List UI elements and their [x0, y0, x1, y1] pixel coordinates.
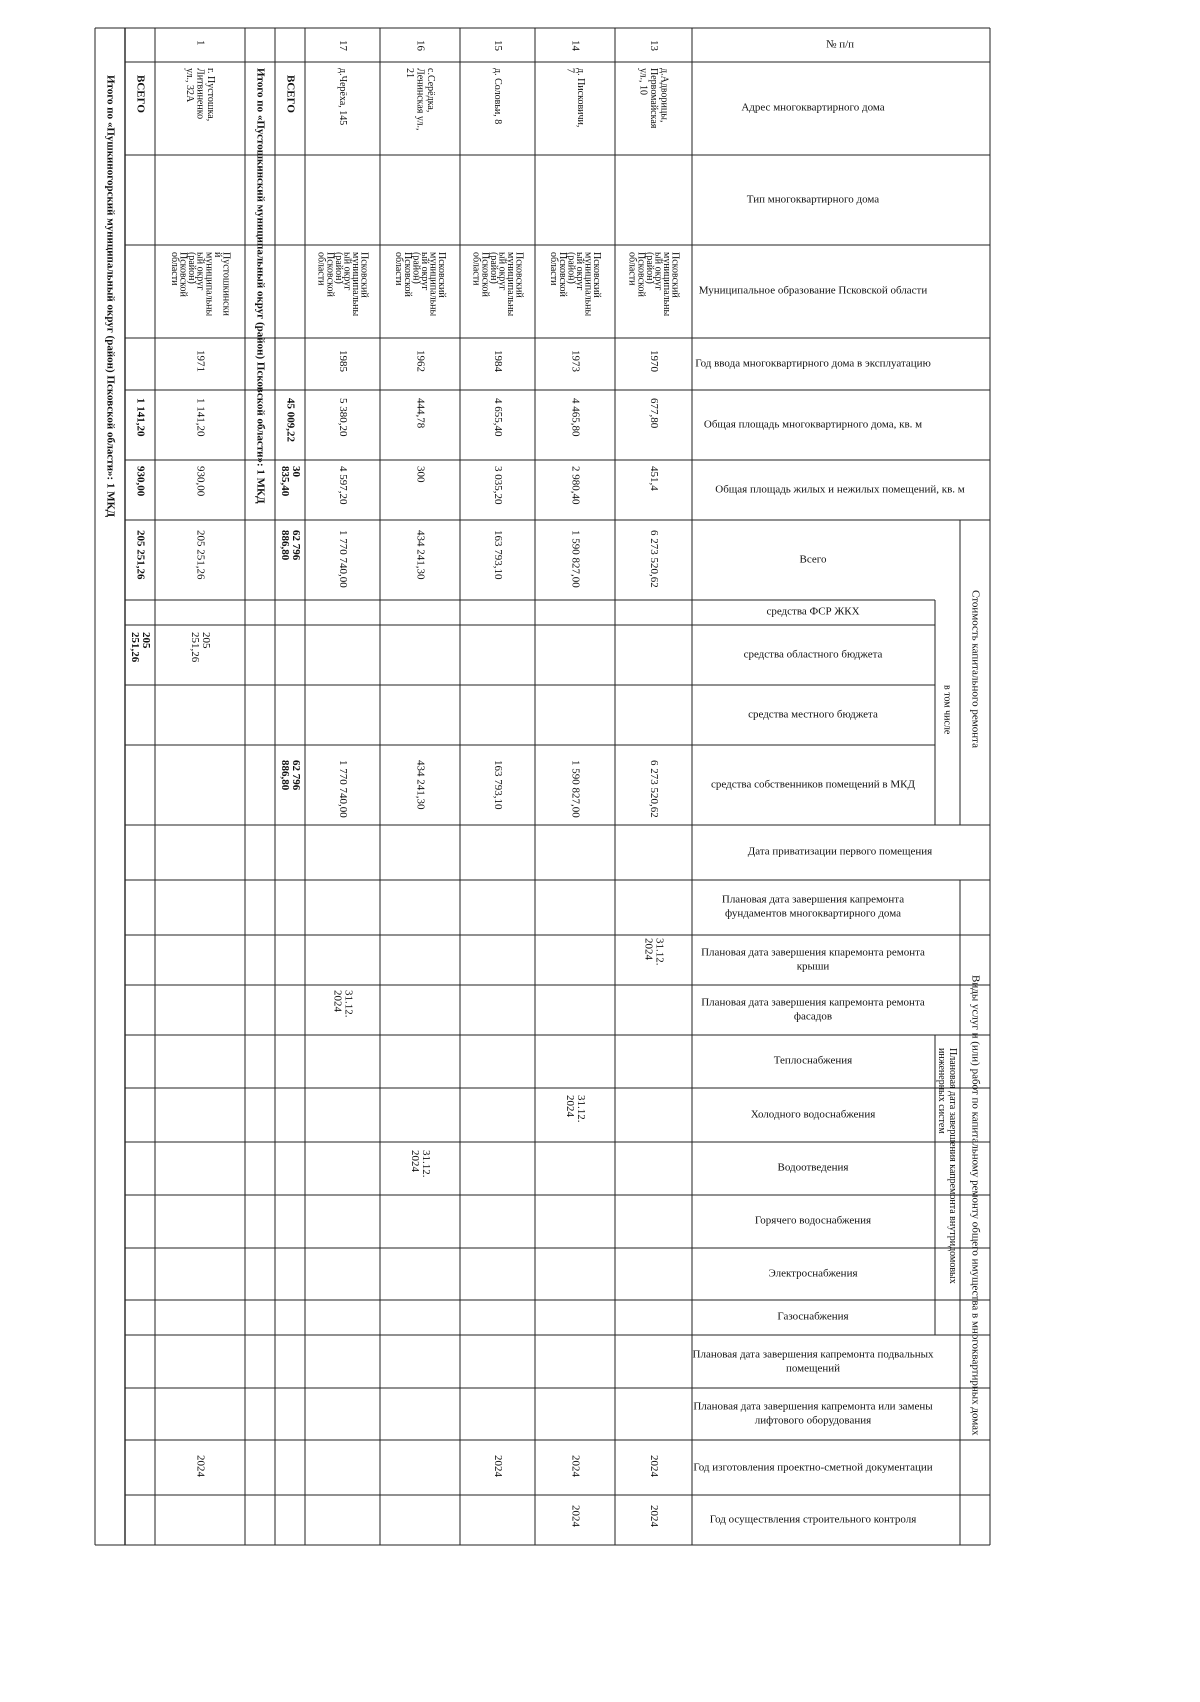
total_a-label: ВСЕГО: [284, 75, 297, 113]
r14-year: 1973: [569, 350, 582, 372]
r13-address: Первомайская: [648, 68, 660, 129]
r15-municipality: Псковский: [513, 252, 525, 298]
r13-municipality: (район): [643, 252, 655, 284]
header-foundation: Плановая дата завершения капремонта: [721, 893, 905, 906]
r14-municipality: ый округ: [574, 252, 586, 291]
r14-design: 2024: [569, 1455, 582, 1477]
r1-municipality: Пустошкински: [220, 252, 232, 316]
header-fund-local: средства местного бюджета: [748, 708, 878, 721]
total_b-area_total: 1 141,20: [134, 398, 147, 437]
r14-municipality: Псковский: [591, 252, 603, 298]
r1-num: 1: [194, 40, 207, 46]
header-cost-group: Стоимость капитального ремонта: [969, 590, 982, 748]
total-title-pustoshka: Итого по «Пустошкинский муниципальный округ (район) Псковской области»: 1 МКД: [254, 68, 267, 504]
r17-year: 1985: [336, 350, 349, 372]
r17-facade: 2024: [331, 990, 344, 1012]
r1-address: ул., 32А: [184, 68, 196, 103]
r14-num: 14: [569, 40, 582, 51]
header-municipality: Муниципальное образование Псковской области: [698, 284, 928, 297]
r1-municipality: Псковской: [177, 252, 189, 297]
r16-municipality: области: [393, 252, 405, 286]
r16-cost_total: 434 241,30: [414, 530, 427, 580]
total_b-label: ВСЕГО: [134, 75, 147, 113]
r14-municipality: Псковской: [556, 252, 568, 297]
r17-fund_owners: 1 770 740,00: [336, 760, 349, 818]
r13-area_total: 677,80: [647, 398, 660, 429]
r13-address: д.Адворицы,: [658, 68, 670, 123]
r16-municipality: Псковский: [436, 252, 448, 298]
r14-address: д. Писковичи,: [574, 68, 586, 128]
total_b-fund_region: 205: [139, 632, 152, 649]
header-roof: крыши: [796, 960, 830, 973]
header-fund-region: средства областного бюджета: [743, 648, 883, 661]
total_a-fund_owners: 62 796: [289, 760, 302, 791]
r17-area_total: 5 380,20: [336, 398, 349, 437]
header-basement: помещений: [785, 1362, 841, 1375]
total_a-cost_total: 886,80: [278, 530, 291, 561]
r17-address: д.Черёха, 145: [337, 68, 349, 126]
r16-num: 16: [414, 40, 427, 51]
r15-area_living: 3 035,20: [491, 466, 504, 505]
r17-municipality: (район): [332, 252, 344, 284]
r13-cost_total: 6 273 520,62: [647, 530, 660, 588]
r1-municipality: ый округ: [194, 252, 206, 291]
header-privatization: Дата приватизации первого помещения: [747, 845, 933, 858]
r15-cost_total: 163 793,10: [491, 530, 504, 580]
total_a-area_total: 45 009,22: [284, 398, 297, 442]
r13-municipality: Псковский: [669, 252, 681, 298]
header-num: № п/п: [825, 38, 855, 51]
header-facade: фасадов: [793, 1010, 833, 1023]
total_a-cost_total: 62 796: [289, 530, 302, 561]
r15-municipality: области: [470, 252, 482, 286]
r13-roof: 2024: [642, 938, 655, 960]
r1-municipality: муниципальны: [203, 252, 215, 317]
r17-municipality: муниципальны: [350, 252, 362, 317]
r16-address: Ленинская ул.,: [414, 68, 426, 131]
r16-year: 1962: [414, 350, 427, 372]
header-design: Год изготовления проектно-сметной документации: [693, 1461, 933, 1474]
r1-year: 1971: [194, 350, 207, 372]
r13-fund_owners: 6 273 520,62: [647, 760, 660, 818]
r15-num: 15: [491, 40, 504, 51]
header-works-group: Виды услуг и (или) работ по капитальному ремонту общего имущества в многоквартирных домах: [969, 975, 982, 1436]
total_a-area_living: 30: [289, 466, 302, 477]
r13-municipality: ый округ: [652, 252, 664, 291]
r15-area_total: 4 655,40: [491, 398, 504, 437]
r1-municipality: области: [168, 252, 180, 286]
r1-area_total: 1 141,20: [194, 398, 207, 437]
r1-address: г. Пустошка,: [205, 68, 217, 122]
r1-address: Литвиненко: [194, 68, 206, 120]
r14-municipality: муниципальны: [582, 252, 594, 317]
r16-fund_owners: 434 241,30: [414, 760, 427, 810]
header-roof: Плановая дата завершения кпаремонта ремонта: [701, 946, 925, 959]
header-area-living: Общая площадь жилых и нежилых помещений, кв. м: [715, 483, 965, 496]
r17-cost_total: 1 770 740,00: [336, 530, 349, 588]
r14-area_total: 4 465,80: [569, 398, 582, 437]
header-type: Тип многоквартирного дома: [746, 193, 880, 206]
r13-roof: 31.12.: [653, 938, 666, 966]
r14-municipality: области: [548, 252, 560, 286]
r16-sewer: 2024: [408, 1150, 421, 1172]
r17-num: 17: [336, 40, 349, 51]
header-gas: Газоснабжения: [777, 1310, 849, 1323]
header-lift: лифтового оборудования: [754, 1414, 872, 1427]
r15-municipality: муниципальны: [505, 252, 517, 317]
r1-municipality: (район): [186, 252, 198, 284]
header-facade: Плановая дата завершения капремонта ремонта: [701, 996, 925, 1009]
r17-area_living: 4 597,20: [336, 466, 349, 505]
r14-municipality: (район): [565, 252, 577, 284]
r13-design: 2024: [647, 1455, 660, 1477]
r14-cost_total: 1 590 827,00: [569, 530, 582, 588]
total_a-area_living: 835,40: [278, 466, 291, 497]
r13-municipality: муниципальны: [661, 252, 673, 317]
r17-municipality: Псковский: [358, 252, 370, 298]
total-title-pushkinogorsk: Итого по «Пушкиногорский муниципальный округ (район) Псковской области»: 1 МКД: [104, 75, 117, 518]
r15-address: д. Соловьи, 8: [492, 68, 504, 125]
total_b-area_living: 930,00: [134, 466, 147, 497]
r13-address: ул., 10: [637, 68, 649, 96]
r16-municipality: Псковской: [401, 252, 413, 297]
r17-municipality: области: [315, 252, 327, 286]
r1-area_living: 930,00: [194, 466, 207, 497]
header-hot: Горячего водоснабжения: [754, 1214, 872, 1227]
r13-municipality: Псковской: [635, 252, 647, 297]
r14-cold: 31.12.: [574, 1095, 587, 1123]
header-eng-group: инженерных систем: [936, 1048, 948, 1134]
r15-year: 1984: [491, 350, 504, 372]
header-fund-fsr: средства ФСР ЖКХ: [766, 605, 860, 618]
r13-year: 1970: [647, 350, 660, 372]
r1-design: 2024: [194, 1455, 207, 1477]
header-foundation: фундаментов многоквартирного дома: [725, 907, 901, 920]
r15-municipality: ый округ: [496, 252, 508, 291]
total_b-cost_total: 205 251,26: [134, 530, 147, 580]
r16-area_total: 444,78: [414, 398, 427, 429]
header-control: Год осуществления строительного контроля: [709, 1513, 917, 1526]
r16-address: 21: [404, 68, 416, 78]
r16-municipality: (район): [410, 252, 422, 284]
header-area-total: Общая площадь многоквартирного дома, кв. м: [703, 418, 923, 431]
r15-fund_owners: 163 793,10: [491, 760, 504, 810]
header-address: Адрес многоквартирного дома: [741, 101, 885, 114]
header-basement: Плановая дата завершения капремонта подвальных: [692, 1348, 934, 1361]
total_b-fund_region: 251,26: [128, 632, 141, 663]
header-fund-owners: средства собственников помещений в МКД: [710, 778, 916, 791]
r16-area_living: 300: [414, 466, 427, 483]
r14-cold: 2024: [563, 1095, 576, 1117]
r14-control: 2024: [569, 1505, 582, 1527]
r16-address: с.Серёдка,: [425, 68, 437, 113]
r15-municipality: Псковской: [479, 252, 491, 297]
r1-municipality: й: [211, 252, 223, 258]
r17-municipality: ый округ: [341, 252, 353, 291]
r16-sewer: 31.12.: [419, 1150, 432, 1178]
r15-municipality: (район): [487, 252, 499, 284]
header-elec: Электроснабжения: [768, 1267, 858, 1280]
r13-area_living: 451,4: [647, 466, 660, 491]
r14-area_living: 2 980,40: [569, 466, 582, 505]
r15-design: 2024: [491, 1455, 504, 1477]
r1-cost_total: 205 251,26: [194, 530, 207, 580]
r1-fund_region: 205: [199, 632, 212, 649]
header-eng-group: Плановая дата завершения капремонта внутридомовых: [947, 1048, 959, 1284]
r17-municipality: Псковской: [324, 252, 336, 297]
r16-municipality: ый округ: [419, 252, 431, 291]
header-heat: Теплоснабжения: [773, 1054, 853, 1067]
r17-facade: 31.12.: [342, 990, 355, 1018]
header-sewer: Водоотведения: [777, 1161, 849, 1174]
header-lift: Плановая дата завершения капремонта или замены: [693, 1400, 933, 1413]
r1-fund_region: 251,26: [188, 632, 201, 663]
r13-control: 2024: [647, 1505, 660, 1527]
header-cost-total: Всего: [799, 553, 827, 566]
r13-municipality: области: [626, 252, 638, 286]
header-cold: Холодного водоснабжения: [750, 1108, 876, 1121]
r14-fund_owners: 1 590 827,00: [569, 760, 582, 818]
header-year: Год ввода многоквартирного дома в эксплуатацию: [695, 357, 931, 370]
r13-num: 13: [647, 40, 660, 51]
total_a-fund_owners: 886,80: [278, 760, 291, 791]
r14-address: 7: [564, 68, 576, 73]
header-incl: в том числе: [941, 685, 953, 735]
r16-municipality: муниципальны: [427, 252, 439, 317]
